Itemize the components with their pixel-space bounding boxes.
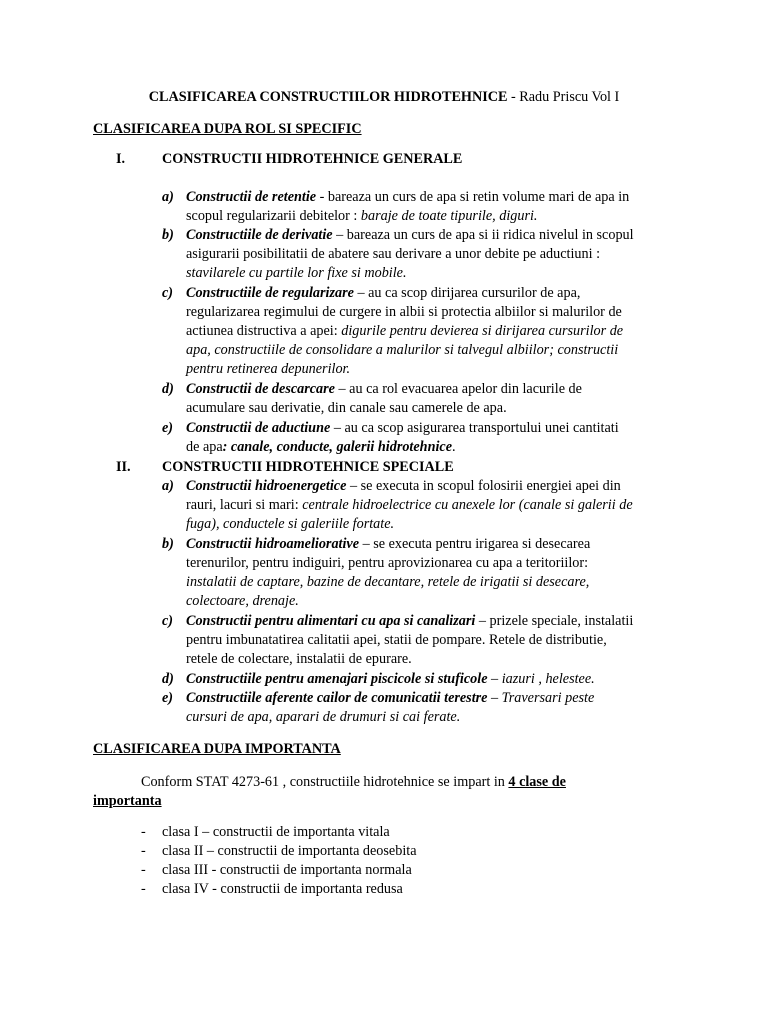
section-heading-importanta: CLASIFICAREA DUPA IMPORTANTA (93, 741, 341, 757)
list-item-line: pentru imbunatatirea calitatii apei, statii de pompare. Retele de distributie, (186, 632, 607, 648)
item-text: se executa in scopul folosirii energiei apei din (360, 478, 621, 494)
item-text: au ca scop asigurarea transportului unei cantitati (344, 420, 619, 436)
item-examples: digurile pentru devierea si dirijarea cursurilor de (341, 323, 624, 339)
group-1-title: CONSTRUCTII HIDROTEHNICE GENERALE (162, 151, 463, 167)
intro-emphasis: 4 clase de (508, 774, 566, 790)
list-item (186, 188, 629, 207)
item-text: au ca rol evacuarea apelor din lacurile de (349, 381, 582, 397)
item-text: scopul regularizarii debitelor : (186, 208, 361, 224)
item-term: Constructiile aferente cailor de comunicatii terestre (186, 690, 488, 706)
list-item-line (186, 438, 456, 457)
item-term: Constructiile pentru amenajari piscicole si stuficole (186, 671, 488, 687)
item-separator: – (353, 285, 369, 301)
item-separator: – (346, 478, 361, 494)
list-item (186, 612, 633, 631)
item-examples: apa, constructiile de consolidare a malurilor si talvegul albiilor; constructii (186, 342, 619, 358)
list-item-line: retele de colectare, instalatii de epurare. (186, 651, 412, 667)
item-examples: : canale, conducte, galerii hidrotehnice (222, 439, 452, 455)
item-letter: e) (162, 690, 174, 706)
item-text: de apa (186, 439, 223, 455)
class-item-1: clasa I – constructii de importanta vitala (162, 824, 390, 840)
item-examples: instalatii de captare, bazine de decantare, retele de irigatii si desecare, (186, 574, 590, 590)
list-item-line: regularizarea regimului de curgere in albii si protectia albiilor si malurilor de (186, 304, 622, 320)
item-term: Constructii de descarcare (186, 381, 335, 397)
list-item (186, 477, 621, 496)
item-term: Constructii pentru alimentari cu apa si canalizari (186, 613, 476, 629)
list-item-line (186, 207, 537, 226)
list-item-line (186, 515, 394, 534)
list-item-line (186, 573, 589, 592)
list-item-line (186, 360, 350, 379)
importance-intro (141, 773, 566, 792)
importance-intro-line (93, 792, 162, 811)
item-examples: baraje de toate tipurile, diguri. (360, 208, 538, 224)
list-item (186, 226, 634, 245)
item-text: rauri, lacuri si mari: (186, 497, 303, 513)
list-item-line (186, 322, 623, 341)
item-term: Constructiile de regularizare (186, 285, 354, 301)
item-examples: fuga), conductele si galeriile fortate. (186, 516, 395, 532)
item-term: Constructii de aductiune (186, 420, 331, 436)
list-item-line: acumulare sau derivatie, din canale sau camerele de apa. (186, 400, 507, 416)
group-2-title: CONSTRUCTII HIDROTEHNICE SPECIALE (162, 459, 454, 475)
class-item-3: clasa III - constructii de importanta normala (162, 862, 412, 878)
item-letter: b) (162, 227, 174, 243)
list-item (186, 284, 580, 303)
item-text: au ca scop dirijarea cursurilor de apa, (368, 285, 581, 301)
item-separator: – (330, 420, 345, 436)
item-letter: c) (162, 613, 174, 629)
intro-emphasis: importanta (93, 793, 162, 809)
item-examples: stavilarele cu partile lor fixe si mobile. (186, 265, 407, 281)
item-term: Constructii hidroenergetice (186, 478, 347, 494)
document-title-main: CLASIFICAREA CONSTRUCTIILOR HIDROTEHNICE (148, 89, 508, 105)
group-1-numeral: I. (116, 151, 126, 167)
item-letter: a) (162, 478, 174, 494)
list-bullet: - (141, 881, 146, 897)
item-separator: - (316, 189, 328, 205)
item-text: bareaza un curs de apa si ii ridica nivelul in scopul (346, 227, 634, 243)
item-separator: – (332, 227, 347, 243)
list-item-line (186, 496, 633, 515)
class-item-2: clasa II – constructii de importanta deosebita (162, 843, 417, 859)
list-item (186, 689, 594, 708)
list-bullet: - (141, 843, 146, 859)
item-term: Constructiile de derivatie (186, 227, 333, 243)
list-bullet: - (141, 862, 146, 878)
list-item-line (186, 708, 460, 727)
item-letter: d) (162, 381, 174, 397)
list-item (186, 380, 582, 399)
list-item-line (186, 341, 618, 360)
list-bullet: - (141, 824, 146, 840)
item-term: Constructii hidroameliorative (186, 536, 360, 552)
item-text: prizele speciale, instalatii (489, 613, 634, 629)
item-letter: b) (162, 536, 174, 552)
section-heading-rol: CLASIFICAREA DUPA ROL SI SPECIFIC (93, 121, 362, 137)
item-letter: d) (162, 671, 174, 687)
item-text: bareaza un curs de apa si retin volume mari de apa in (327, 189, 630, 205)
class-item-4: clasa IV - constructii de importanta redusa (162, 881, 403, 897)
item-examples: Traversari peste (501, 690, 595, 706)
list-item-line (186, 592, 299, 611)
item-text: actiunea distructiva a apei: (186, 323, 342, 339)
list-item-line (186, 264, 407, 283)
document-title (0, 88, 768, 107)
item-letter: a) (162, 189, 174, 205)
item-separator: – (475, 613, 490, 629)
item-examples: pentru retinerea depunerilor. (186, 361, 351, 377)
group-2-numeral: II. (116, 459, 131, 475)
item-letter: c) (162, 285, 174, 301)
item-separator: – (487, 690, 502, 706)
item-examples: cursuri de apa, aparari de drumuri si cai ferate. (186, 709, 461, 725)
item-examples: colectoare, drenaje. (186, 593, 299, 609)
item-letter: e) (162, 420, 174, 436)
item-examples: iazuri , helestee. (501, 671, 595, 687)
item-examples: centrale hidroelectrice cu anexele lor (canale si galerii de (302, 497, 633, 513)
list-item (186, 535, 590, 554)
list-item (186, 419, 619, 438)
item-term: Constructii de retentie (186, 189, 317, 205)
list-item-line: terenurilor, pentru indiguiri, pentru aprovizionarea cu apa a teritoriilor: (186, 555, 589, 571)
document-title-suffix: - Radu Priscu Vol I (507, 89, 620, 105)
intro-text: Conform STAT 4273-61 , constructiile hidrotehnice se impart in (141, 774, 509, 790)
list-item-line: asigurarii posibilitatii de abatere sau derivare a unor debite pe aductiuni : (186, 246, 601, 262)
item-text: se executa pentru irigarea si desecarea (373, 536, 591, 552)
item-separator: – (359, 536, 374, 552)
list-item (186, 670, 595, 689)
item-separator: – (334, 381, 350, 397)
item-text: . (452, 439, 456, 455)
item-separator: – (487, 671, 502, 687)
